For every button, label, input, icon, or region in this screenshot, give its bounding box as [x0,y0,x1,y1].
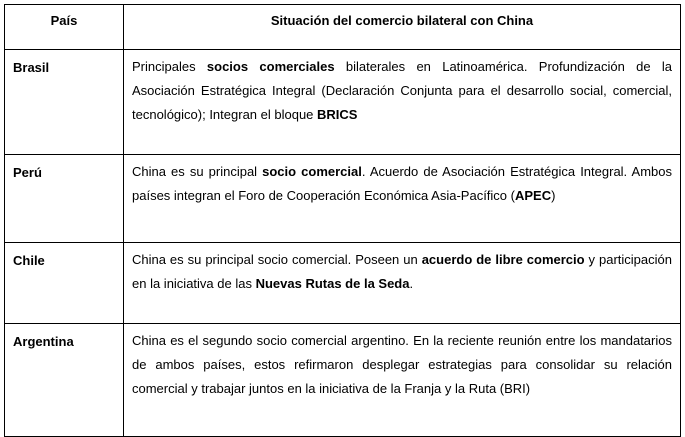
country-cell: Chile [5,243,124,324]
text-segment-bold: socio comercial [262,164,362,179]
country-cell: Brasil [5,50,124,155]
text-segment-bold: socios comerciales [206,59,335,74]
text-segment-bold: APEC [514,188,552,203]
text-segment: bilaterales en Latinoamérica. Profundización de la Asociación Estratégica Integral (Declaración Conjunta para el desarrollo social, comercial, tecnológico); Integran el bloque [132,59,673,122]
table-row-peru [5,155,681,243]
text-segment-bold: acuerdo de libre comercio [421,252,585,267]
situation-cell [124,243,681,324]
bilateral-trade-table [4,4,681,437]
text-segment-bold: BRICS [317,107,358,122]
text-segment: y participación en la iniciativa de las [132,252,672,291]
situation-cell [124,155,681,243]
header-country: País [5,5,124,50]
text-segment: China es su principal [132,164,263,179]
table-row-argentina [5,324,681,437]
text-segment: . Acuerdo de Asociación Estratégica Integral. Ambos países integran el Foro de Cooperación Económica Asia-Pacífico ( [132,164,672,203]
text-segment: . [409,276,414,291]
country-cell: Argentina [5,324,124,437]
text-segment: ) [551,188,556,203]
text-segment: Principales [132,59,207,74]
situation-cell [124,324,681,437]
text-segment: China es su principal socio comercial. Poseen un [132,252,422,267]
text-segment-bold: Nuevas Rutas de la Seda [255,276,410,291]
header-situation: Situación del comercio bilateral con China [124,5,681,50]
country-cell: Perú [5,155,124,243]
table-row-brasil [5,50,681,155]
situation-cell [124,50,681,155]
text-segment: China es el segundo socio comercial argentino. En la reciente reunión entre los mandatarios de ambos países, estos refirmaron desplegar estrategias para consolidar su relación comercial y trabajar juntos en la iniciativa de la Franja y la Ruta (BRI) [132,333,672,396]
table-row-chile [5,243,681,324]
header-row [5,5,681,50]
